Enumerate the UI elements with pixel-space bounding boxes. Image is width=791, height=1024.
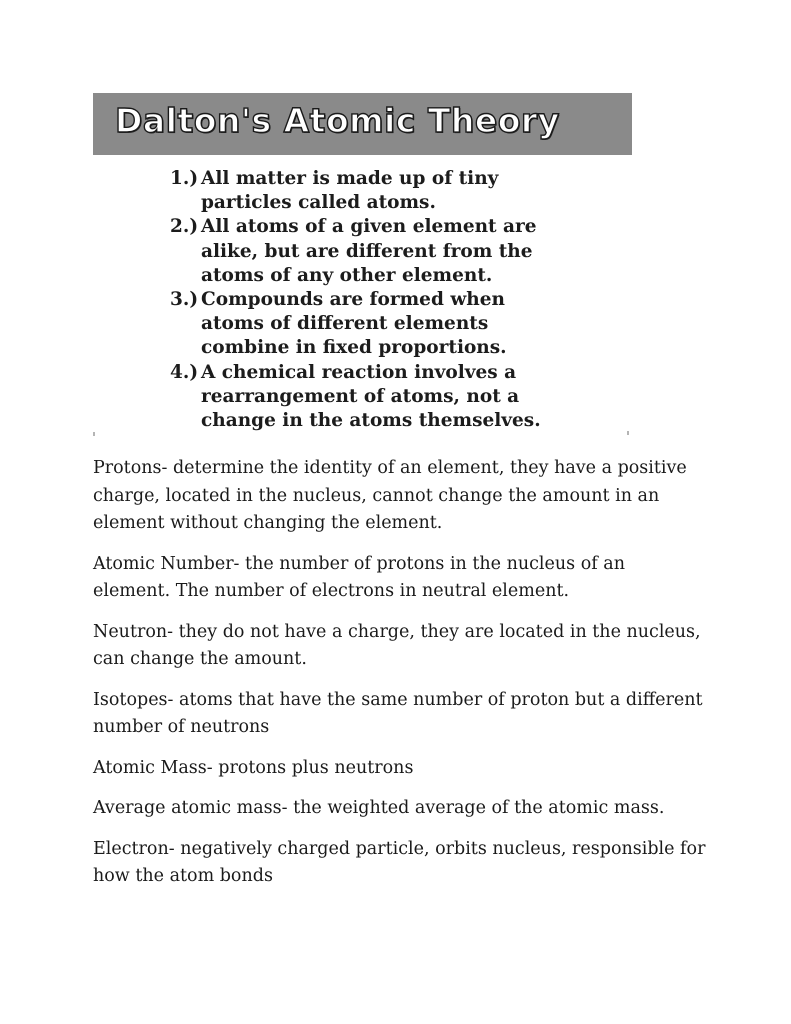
definition-atomic-mass: Atomic Mass- protons plus neutrons [93, 757, 414, 778]
principle-number: 1.) [170, 168, 199, 189]
definition-average-atomic-mass: Average atomic mass- the weighted average of the atomic mass. [93, 798, 665, 818]
figure-title-bar [93, 93, 632, 155]
theory-principle-2 [170, 215, 610, 288]
theory-principle-3 [170, 288, 610, 361]
theory-principle-1 [170, 167, 610, 215]
principle-number: 3.) [170, 289, 199, 311]
scan-artifact-mark [93, 432, 95, 436]
figure-title: Dalton's Atomic Theory [115, 101, 560, 140]
daltons-theory-figure [93, 93, 632, 440]
principle-text: A chemical reaction involves a rearrangement of atoms, not a change in the atoms themselves. [201, 361, 541, 432]
definition-protons: Protons- determine the identity of an element, they have a positive charge, located in the nucleus, cannot change the amount in an element without changing the element. [93, 458, 687, 533]
principle-number: 2.) [170, 216, 199, 238]
definitions-section [93, 455, 713, 904]
definition-electron: Electron- negatively charged particle, orbits nucleus, responsible for how the atom bonds [93, 838, 706, 886]
principle-text: All atoms of a given element are alike, but are different from the atoms of any other element. [201, 216, 537, 286]
principle-number: 4.) [170, 361, 199, 383]
definition-atomic-number: Atomic Number- the number of protons in the nucleus of an element. The number of electrons in neutral element. [93, 553, 625, 601]
definition-neutron: Neutron- they do not have a charge, they are located in the nucleus, can change the amount. [93, 621, 701, 669]
theory-principle-4 [170, 361, 610, 434]
scan-artifact-mark [627, 431, 629, 435]
definition-isotopes: Isotopes- atoms that have the same number of proton but a different number of neutrons [93, 689, 703, 737]
principle-text: All matter is made up of tiny particles called atoms. [201, 168, 499, 214]
principle-text: Compounds are formed when atoms of different elements combine in fixed proportions. [201, 289, 507, 359]
theory-principles-list [170, 167, 610, 433]
